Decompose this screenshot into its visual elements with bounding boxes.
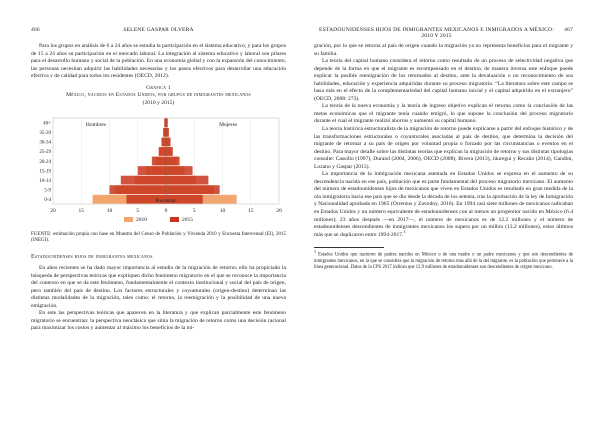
y-tick-label: 35-39 <box>39 131 51 137</box>
legend-swatch-2015 <box>170 217 179 222</box>
chart-svg <box>35 110 285 230</box>
x-tick-label: 15 <box>248 207 254 214</box>
men-label: Hombres <box>85 121 107 128</box>
paragraph <box>314 171 573 239</box>
legend-label-2015: 2015 <box>182 216 193 223</box>
paragraph: Para los grupos en análisis de 6 a 24 años se estudia la participación en el sistema educativo, y para los grupos de 15 a 24 años su participación en el mercado laboral. La integración al sistema educativo y laboral son pilares para el desarrollo humano y social de la población. En una economía global y con la expansión del conocimiento, las personas necesitan adquirir las habilidades necesarias y los pasos efectivos para desarrollar una educación efectiva y de calidad para todos los residentes (OECD, 2012). <box>31 43 286 80</box>
x-tick-label: 5 <box>136 207 140 214</box>
y-tick-label: 20-24 <box>39 159 51 165</box>
footnote-text: Estados Unidos que nacieron de padres nacidos en México o de una madre o un padre mexicanos y que son descendientes de inmigrantes mexicanos, en la que se considera que la migración de retorno más allá de la del migrante, es la población que pertenece a la línea generacional. Datos de la CPS 2017 indican que 12.9 millones de estadounidenses son descendientes de origen mexicano. <box>314 252 574 271</box>
y-tick-label: 0-4 <box>44 197 51 203</box>
population-pyramid-chart <box>35 110 285 230</box>
series-2015-bar-men <box>161 137 166 146</box>
y-tick-label: 40+ <box>43 121 51 127</box>
women-label: Mujeres <box>219 121 238 128</box>
section-title: Estadounidenses hijos de inmigrantes mexicanos <box>31 253 153 260</box>
y-tick-label: 5-9 <box>44 188 51 194</box>
series-2015-bar-men <box>152 157 166 166</box>
right-page <box>300 0 600 431</box>
footnote-ref: 3 <box>403 229 406 234</box>
series-2015-bar-women <box>166 185 220 194</box>
figure-label: Gráfica 1 <box>146 84 171 91</box>
page-number: 466 <box>31 27 40 33</box>
footnote-rule <box>314 247 384 248</box>
series-2015-bar-women <box>166 166 193 175</box>
paragraph: La teoría de la nueva economía y la teoría de ingreso objetivo explican el retorno como la conclusión de las metas económicas que el migrante tenía cuando emigró, lo que supone la conclusión del proceso migratorio durante el cual el migrante realizó ahorros y aumentó su capital humano. <box>314 103 573 125</box>
series-2015-bar-women <box>166 137 171 146</box>
x-tick-label: 10 <box>219 207 226 214</box>
paragraph-text: La importancia de la inmigración mexicana asentada en Estados Unidos se expresa en el aumento de su descendencia nacida en ese país, población que es parte fundamental del proceso migratorio mexicano. El aumento del número de estadounidenses hijos de mexicanos que viven en Estados Unidos es resultado en gran medida de la ola inmigratoria hacia ese país que se dio desde la década de los setenta, tras la aprobación de la ley de Inmigración y Nacionalidad aprobada en 1965 (Orrenius y Zavodny, 2016). En 1994 casi siete millones de mexicanos radicaban en Estados Unidos y un número equivalente de estadounidenses con al menos un progenitor nacido en México (6.4 millones); 23 años después —en 2017—, el número de mexicanos es de 12.2 millones y el número de estadounidenses descendientes de inmigrantes mexicanos los supera por un millón (13.2 millones), estos últimos más que se duplicaron entre 1994-2017. <box>314 171 573 238</box>
legend-label-2010: 2010 <box>136 216 147 223</box>
axis-inner-label: Porcentaje <box>155 198 177 204</box>
y-tick-label: 10-14 <box>39 178 51 184</box>
series-2015-bar-women <box>166 176 208 185</box>
series-2015-bar-women <box>166 147 173 156</box>
series-2015-bar-men <box>138 166 166 175</box>
x-tick-label: 15 <box>78 207 84 214</box>
x-tick-label: 0 <box>164 207 168 214</box>
legend-swatch-2010 <box>124 217 133 222</box>
x-tick-label: 20 <box>50 207 56 214</box>
footnote <box>314 252 573 271</box>
x-tick-label: 5 <box>192 207 196 214</box>
series-2015-bar-men <box>121 176 166 185</box>
paragraph: La teoría histórica estructuralista de la migración de retorno puede explicarse a partir del enfoque histórico y de las transformaciones estructurales o coyunturales asociadas al país de destino, que determina la decisión del migrante de retornar a su país de origen por voluntad propia o forzado por las circunstancias o eventos en el destino. Para mayor detalle sobre las distintas teorías que explican la migración de retorno y sus distintas tipologías consulte: Cassillo (1997), Durand (2004, 2006), OECD (2008), Rivera (2013), Jáuregui y Recaño (2014), Gandini, Lozano y Gaspar (2015). <box>314 126 573 170</box>
y-tick-label: 15-19 <box>39 169 51 175</box>
y-tick-label: 30-34 <box>39 140 51 146</box>
paragraph: La teoría del capital humano considera el retorno como resultado de un proceso de selectividad negativa que depende de la forma en que el migrante es recompensado en el destino, de manera inversa este enfoque puede explicar la posible reemigración de los retornados al destino, ante la devaluación o no reconocimiento de sus habilidades, educación y experiencia adquiridas durante su proceso migratorio. “La literatura sobre este campo se basa más en el efecto de la complementariedad del capital humano inicial y el capital adquirido en el extranjero” (OECD, 2008: 273). <box>314 58 573 102</box>
x-tick-label: 20 <box>276 207 282 214</box>
series-2015-bar-men <box>110 185 167 194</box>
paragraph: En años recientes se ha dado mayor importancia al estudio de la migración de retorno; ello ha propiciado la búsqueda de perspectivas teóricas que expliquen dicho fenómeno migratorio en el que se reconoce la importancia del contexto en que se da este fenómeno, fundamentalmente el contexto institucional y social del país de origen, pero también del país de destino. Los factores estructurales y coyunturales (origen-destino) determinan las distintas modalidades de la migración, tales como: el retorno, la reemigración y la posibilidad de una nueva emigración. <box>31 264 286 309</box>
figure-subtitle: (2010 y 2015) <box>142 99 175 106</box>
series-2015-bar-women <box>166 118 168 127</box>
x-tick-label: 10 <box>106 207 113 214</box>
figure-source: FUENTE: estimación propia con base en Muestra del Censo de Población y Vivienda 2010 y Encuesta Intercensal (EI), 2015 (INEGI). <box>31 231 286 244</box>
series-2015-bar-men <box>164 118 166 127</box>
y-tick-label: 25-29 <box>39 150 51 156</box>
series-2015-bar-men <box>159 147 166 156</box>
page-number: 467 <box>564 27 573 33</box>
figure-caption <box>31 85 286 107</box>
paragraph: En este las perspectivas teóricas que aparecen en la literatura y que explican parcialmente este fenómeno migratorio se encuentran: la perspectiva neoclásica que sitúa la migración de retorno como una decisión racional para maximizar los costos y aumentar al máximo los beneficios de la mi- <box>31 310 286 332</box>
footnote-number: 3 <box>314 250 316 255</box>
running-head-author: SELENE GASPAR OLVERA <box>123 27 194 33</box>
paragraph: gración, por lo que se retorna al país de origen cuando la migración ya no representa beneficios para el migrante y su familia. <box>314 43 573 57</box>
series-2015-bar-men <box>163 128 166 137</box>
series-2015-bar-women <box>166 128 169 137</box>
figure-title: México, nacidos en Estados Unidos, por grupos de inmigrantes mexicanos <box>66 92 251 99</box>
running-head-title: ESTADOUNIDENSES HIJOS DE INMIGRANTES MEXICANOS E INMIGRADOS A MÉXICO: 2010 Y 2015 <box>319 27 554 39</box>
series-2015-bar-women <box>166 157 180 166</box>
